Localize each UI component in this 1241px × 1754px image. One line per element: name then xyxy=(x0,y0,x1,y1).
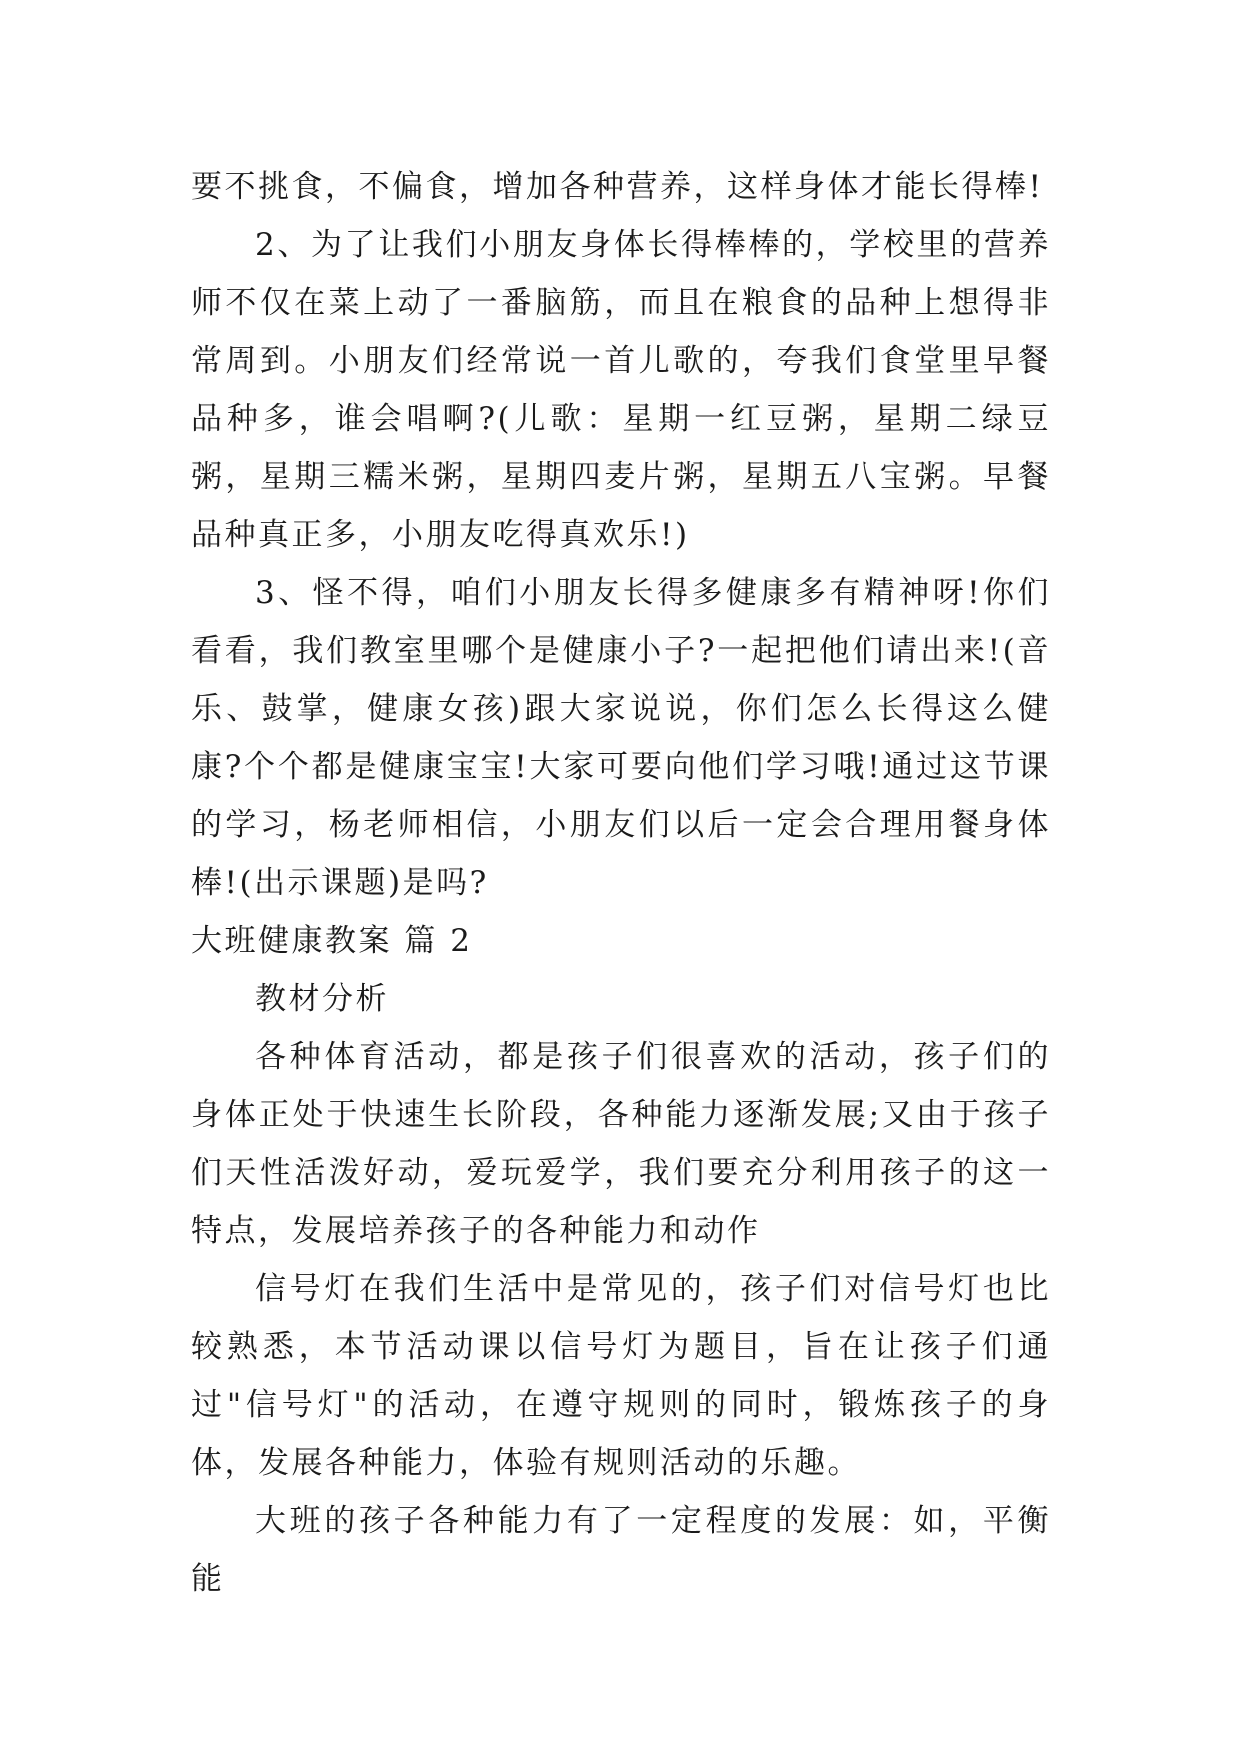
document-body xyxy=(191,158,1051,1608)
paragraph: 大班的孩子各种能力有了一定程度的发展：如，平衡能 xyxy=(191,1503,1051,1597)
paragraph: 信号灯在我们生活中是常见的，孩子们对信号灯也比较熟悉，本节活动课以信号灯为题目，旨在让孩子们通过"信号灯"的活动，在遵守规则的同时，锻炼孩子的身体，发展各种能力，体验有规则活动的乐趣。 xyxy=(191,1271,1051,1481)
paragraph: 2、为了让我们小朋友身体长得棒棒的，学校里的营养师不仅在菜上动了一番脑筋，而且在粮食的品种上想得非常周到。小朋友们经常说一首儿歌的，夸我们食堂里早餐品种多，谁会唱啊?(儿歌：星期一红豆粥，星期二绿豆粥，星期三糯米粥，星期四麦片粥，星期五八宝粥。早餐品种真正多，小朋友吃得真欢乐!) xyxy=(191,227,1051,553)
paragraph: 要不挑食，不偏食，增加各种营养，这样身体才能长得棒! xyxy=(191,169,1044,205)
subheading: 教材分析 xyxy=(255,981,389,1017)
section-heading: 大班健康教案 篇 2 xyxy=(191,923,473,959)
paragraph: 3、怪不得，咱们小朋友长得多健康多有精神呀!你们看看，我们教室里哪个是健康小子?一起把他们请出来!(音乐、鼓掌，健康女孩)跟大家说说，你们怎么长得这么健康?个个都是健康宝宝!大家可要向他们学习哦!通过这节课的学习，杨老师相信，小朋友们以后一定会合理用餐身体棒!(出示课题)是吗? xyxy=(191,575,1051,901)
paragraph: 各种体育活动，都是孩子们很喜欢的活动，孩子们的身体正处于快速生长阶段，各种能力逐渐发展;又由于孩子们天性活泼好动，爱玩爱学，我们要充分利用孩子的这一特点，发展培养孩子的各种能力和动作 xyxy=(191,1039,1051,1249)
